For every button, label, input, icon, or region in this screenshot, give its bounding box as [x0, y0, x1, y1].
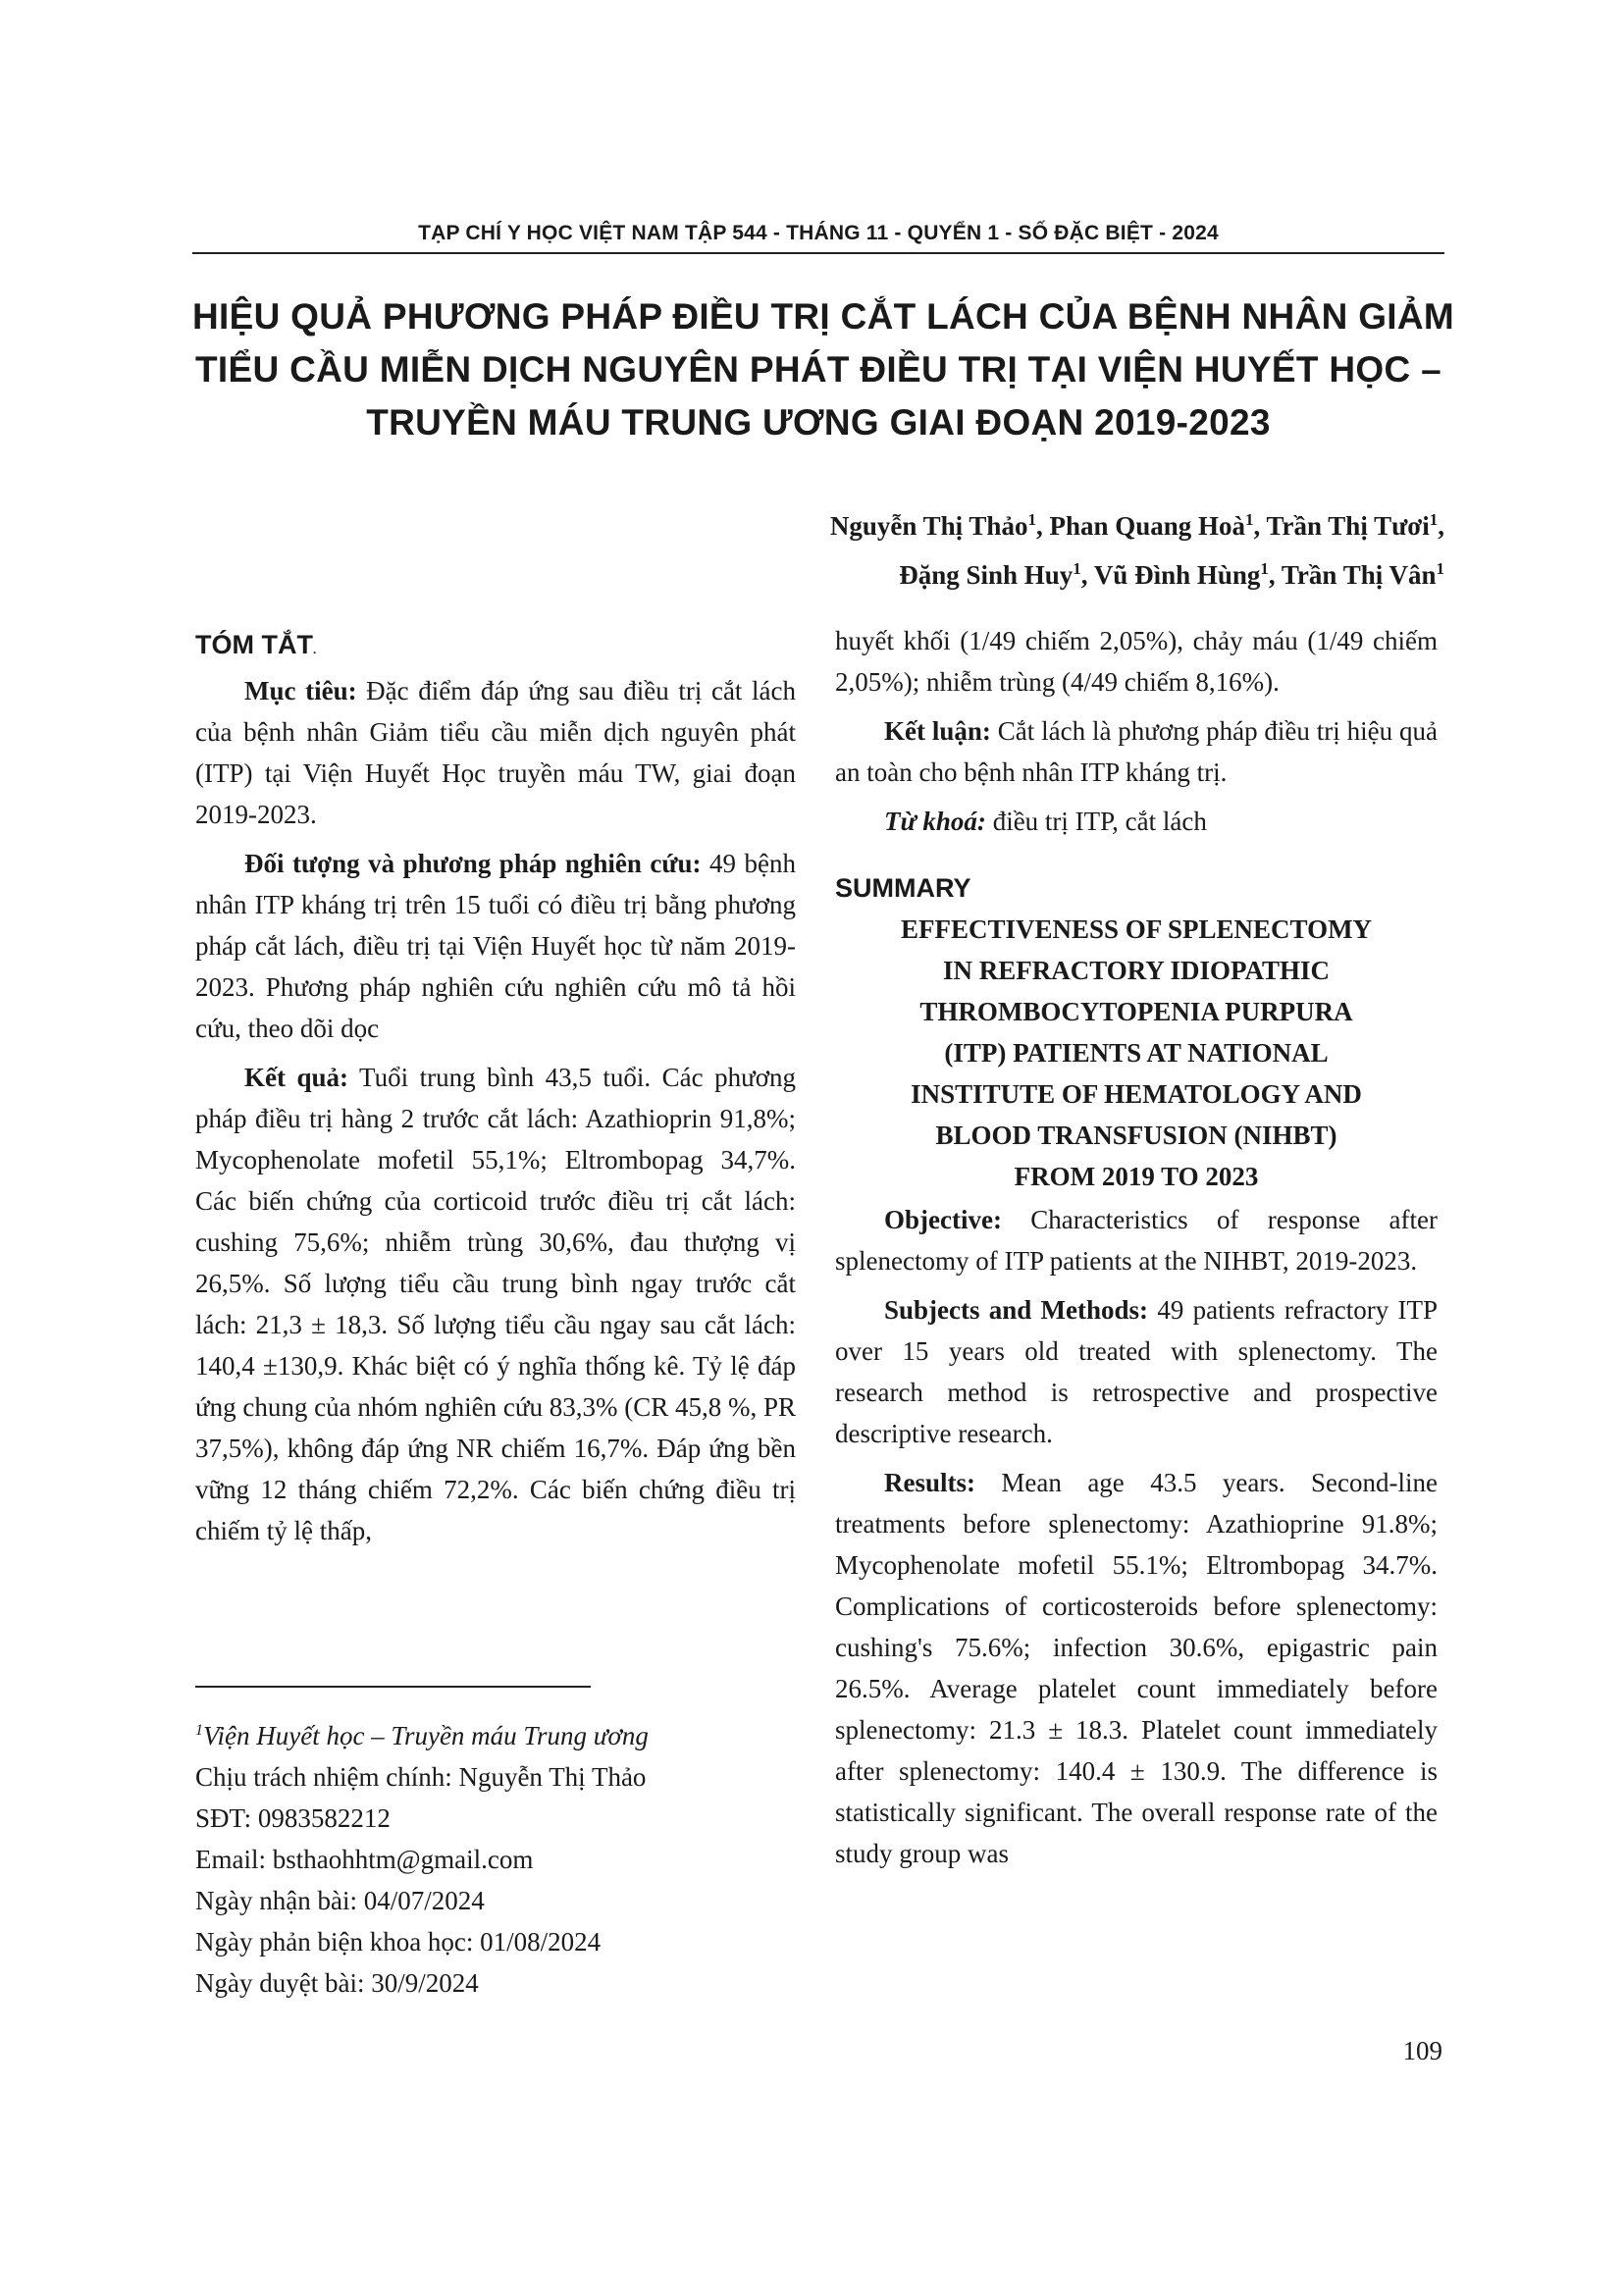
english-title-line: INSTITUTE OF HEMATOLOGY AND	[911, 1079, 1362, 1109]
author-affiliation-mark: 1	[1073, 559, 1081, 578]
en-objective-label: Objective:	[884, 1205, 1002, 1234]
author-line	[830, 548, 1444, 597]
abstract-vi-heading-text: TÓM TẮT	[195, 630, 313, 659]
header-divider	[192, 252, 1444, 254]
abstract-en-methods	[835, 1289, 1438, 1454]
author-name: Vũ Đình Hùng	[1093, 560, 1261, 590]
author-name: Phan Quang Hoà	[1049, 511, 1246, 541]
results-text: Tuổi trung bình 43,5 tuổi. Các phương pháp điều trị hàng 2 trước cắt lách: Azathioprin 91,8%; Mycophenolate mofetil 55,1%; Eltrombopag 34,7%. Các biến chứng của corticoid trước điều trị cắt lách: cushing 75,6%; nhiễm trùng 30,6%, đau thượng vị 26,5%. Số lượng tiểu cầu trung bình ngay trước cắt lách: 21,3 ± 18,3. Số lượng tiểu cầu ngay sau cắt lách: 140,4 ±130,9. Khác biệt có ý nghĩa thống kê. Tỷ lệ đáp ứng chung của nhóm nghiên cứu 83,3% (CR 45,8 %, PR 37,5%), không đáp ứng NR chiếm 16,7%. Đáp ứng bền vững 12 tháng chiếm 72,2%. Các biến chứng điều trị chiếm tỷ lệ thấp,	[195, 1063, 796, 1545]
keywords-text: điều trị ITP, cắt lách	[985, 807, 1207, 836]
english-title	[835, 909, 1438, 1197]
english-title-line: FROM 2019 TO 2023	[1014, 1162, 1259, 1191]
conclusion-label: Kết luận:	[884, 716, 991, 746]
english-title-line: IN REFRACTORY IDIOPATHIC	[942, 956, 1331, 985]
abstract-right-column	[835, 620, 1438, 1882]
abstract-vi-objective	[195, 670, 796, 835]
page-number: 109	[1402, 2036, 1442, 2065]
author-affiliation-mark: 1	[1260, 559, 1269, 578]
abstract-vi-keywords	[835, 801, 1438, 842]
author-separator: ,	[1268, 560, 1282, 590]
author-name: Trần Thị Tươi	[1266, 511, 1430, 541]
title-line: TRUYỀN MÁU TRUNG ƯƠNG GIAI ĐOẠN 2019-2023	[366, 402, 1271, 443]
abstract-vi-results	[195, 1057, 796, 1551]
author-affiliation-mark: 1	[1245, 510, 1254, 529]
author-separator: ,	[1253, 511, 1267, 541]
methods-text: 49 bệnh nhân ITP kháng trị trên 15 tuổi có điều trị bằng phương pháp cắt lách, điều trị tại Viện Huyết học từ năm 2019-2023. Phương pháp nghiên cứu nghiên cứu mô tả hồi cứu, theo dõi dọc	[195, 849, 796, 1043]
en-results-text: Mean age 43.5 years. Second-line treatments before splenectomy: Azathioprine 91.8%; Mycophenolate mofetil 55.1%; Eltrombopag 34.7%. Complications of corticosteroids before splenectomy: cushing's 75.6%; infection 30.6%, epigastric pain 26.5%. Average platelet count immediately before splenectomy: 21.3 ± 18.3. Platelet count immediately after splenectomy: 140.4 ± 130.9. The difference is statistically significant. The overall response rate of the study group was	[835, 1468, 1438, 1868]
affiliation-footnote	[195, 1710, 804, 1756]
abstract-vi-methods	[195, 843, 796, 1049]
corresponding-author: Chịu trách nhiệm chính: Nguyễn Thị Thảo	[195, 1762, 647, 1792]
title-line: HIỆU QUẢ PHƯƠNG PHÁP ĐIỀU TRỊ CẮT LÁCH CỦA BỆNH NHÂN GIẢM	[192, 296, 1454, 337]
abstract-vi-heading-dot: .	[312, 643, 317, 656]
review-date: Ngày phản biện khoa học: 01/08/2024	[195, 1927, 602, 1957]
footnote-divider	[195, 1686, 591, 1688]
abstract-vi-conclusion	[835, 710, 1438, 793]
abstract-en-results	[835, 1462, 1438, 1874]
english-title-line: BLOOD TRANSFUSION (NIHBT)	[935, 1121, 1337, 1150]
abstract-vi-heading	[195, 624, 796, 670]
abstract-vi-column	[195, 624, 796, 1559]
methods-label: Đối tượng và phương pháp nghiên cứu:	[244, 849, 702, 878]
author-name: Nguyễn Thị Thảo	[829, 511, 1028, 541]
en-methods-label: Subjects and Methods:	[884, 1295, 1149, 1325]
email-address: Email: bsthaohhtm@gmail.com	[195, 1845, 534, 1874]
conclusion-text: Cắt lách là phương pháp điều trị hiệu quả an toàn cho bệnh nhân ITP kháng trị.	[835, 716, 1438, 787]
english-title-line: (ITP) PATIENTS AT NATIONAL	[944, 1038, 1329, 1068]
en-methods-text: 49 patients refractory ITP over 15 years old treated with splenectomy. The research method is retrospective and prospective descriptive research.	[835, 1295, 1439, 1448]
affiliation-text: Viện Huyết học – Truyền máu Trung ương	[203, 1721, 649, 1750]
received-date: Ngày nhận bài: 04/07/2024	[195, 1886, 485, 1915]
author-affiliation-mark: 1	[1436, 559, 1444, 578]
author-list	[830, 498, 1444, 597]
results-label: Kết quả:	[244, 1063, 349, 1092]
english-title-line: THROMBOCYTOPENIA PURPURA	[919, 997, 1353, 1026]
author-separator: ,	[1035, 511, 1050, 541]
affiliation-mark: 1	[195, 1722, 203, 1739]
author-name: Đặng Sinh Huy	[899, 560, 1074, 590]
objective-text: Đặc điểm đáp ứng sau điều trị cắt lách của bệnh nhân Giảm tiểu cầu miễn dịch nguyên phát (ITP) tại Viện Huyết Học truyền máu TW, giai đoạn 2019-2023.	[195, 676, 797, 829]
summary-heading: SUMMARY	[835, 873, 971, 903]
phone-number: SĐT: 0983582212	[195, 1803, 391, 1833]
author-separator: ,	[1438, 511, 1444, 541]
author-affiliation-mark: 1	[1027, 510, 1036, 529]
keywords-label: Từ khoá:	[884, 807, 986, 836]
running-header: TẠP CHÍ Y HỌC VIỆT NAM TẬP 544 - THÁNG 11 - QUYỂN 1 - SỐ ĐẶC BIỆT - 2024	[418, 222, 1219, 244]
author-line	[830, 498, 1444, 548]
article-title	[192, 290, 1454, 449]
title-line: TIỂU CẦU MIỄN DỊCH NGUYÊN PHÁT ĐIỀU TRỊ TẠI VIỆN HUYẾT HỌC –	[195, 349, 1441, 390]
en-objective-text: Characteristics of response after splenectomy of ITP patients at the NIHBT, 2019-2023.	[835, 1205, 1438, 1276]
en-results-label: Results:	[884, 1468, 975, 1497]
author-affiliation-mark: 1	[1429, 510, 1439, 529]
abstract-en-objective	[835, 1199, 1438, 1281]
abstract-vi-results-continued: huyết khối (1/49 chiếm 2,05%), chảy máu (1/49 chiếm 2,05%); nhiễm trùng (4/49 chiếm 8,16%).	[835, 626, 1438, 697]
author-separator: ,	[1080, 560, 1094, 590]
english-title-line: EFFECTIVENESS OF SPLENECTOMY	[900, 914, 1373, 944]
author-name: Trần Thị Vân	[1281, 560, 1437, 590]
objective-label: Mục tiêu:	[244, 676, 357, 705]
accepted-date: Ngày duyệt bài: 30/9/2024	[195, 1968, 479, 1998]
footnotes	[195, 1710, 804, 2004]
